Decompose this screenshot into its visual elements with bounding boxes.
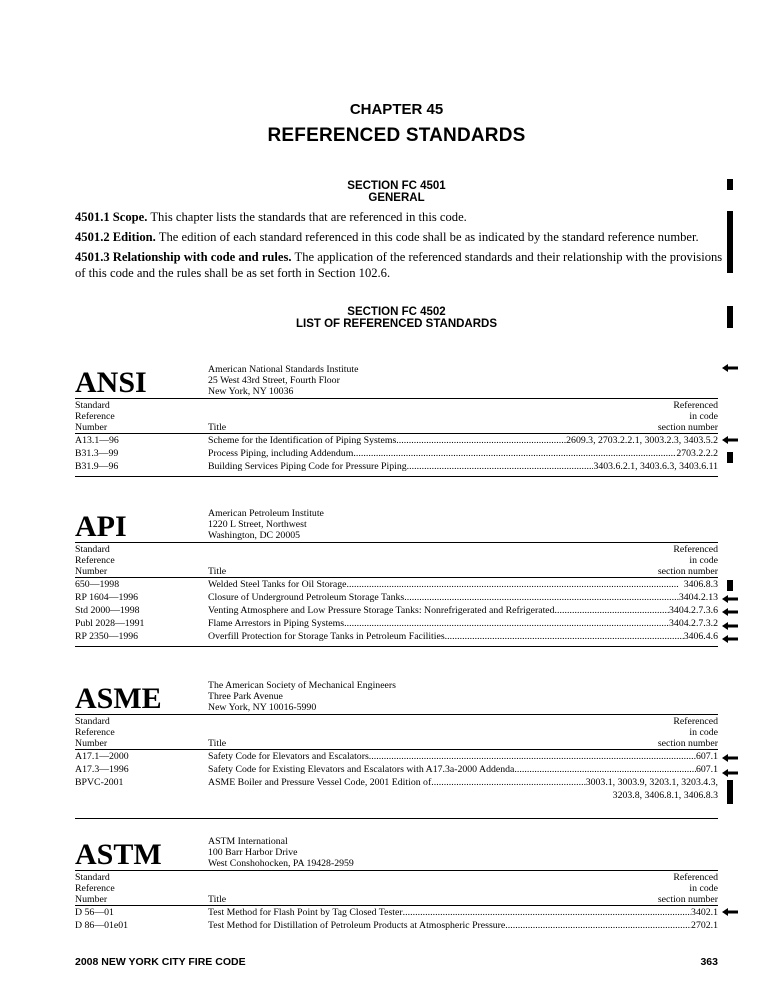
col-title: Title: [208, 422, 227, 433]
paragraph-label: 4501.2 Edition.: [75, 230, 156, 244]
col-referenced: Referenced in code section number: [657, 544, 718, 577]
section-4501-subheading: GENERAL: [368, 192, 425, 204]
paragraph-4501-3: [75, 250, 723, 281]
standard-number: A17.3—1996: [75, 764, 129, 775]
standard-ref: 3003.1, 3003.9, 3203.1, 3203.4.3,: [585, 777, 718, 788]
standard-title: Closure of Underground Petroleum Storage Tanks: [208, 592, 405, 603]
standard-ref: 2702.1: [691, 920, 718, 931]
change-bar: [727, 452, 733, 463]
standard-title: Venting Atmosphere and Low Pressure Storage Tanks: Nonrefrigerated and Refrigerated: [208, 605, 555, 616]
change-bar: [727, 580, 733, 591]
org-address-line: Washington, DC 20005: [208, 530, 301, 541]
standard-number: RP 2350—1996: [75, 631, 139, 642]
standard-title: Safety Code for Existing Elevators and Escalators with A17.3a-2000 Addenda: [208, 764, 515, 775]
col-standard: Standard Reference Number: [75, 716, 115, 749]
org-bottom-rule: [75, 818, 718, 819]
standard-ref: 607.1: [695, 751, 718, 762]
standard-row: [75, 578, 718, 591]
standard-row: [75, 906, 718, 919]
org-address: [208, 836, 354, 869]
standard-title: Process Piping, including Addendum: [208, 448, 354, 459]
org-abbreviation: ASME: [75, 682, 162, 715]
org-address-line: ASTM International: [208, 836, 288, 847]
standard-row: [75, 617, 718, 630]
col-title: Title: [208, 738, 227, 749]
standard-ref: 3402.1: [691, 907, 718, 918]
standard-row: [75, 750, 718, 763]
standard-number: D 86—01e01: [75, 920, 129, 931]
standard-title: Flame Arrestors in Piping Systems: [208, 618, 345, 629]
standard-row: [75, 591, 718, 604]
paragraph-4501-2: [75, 230, 723, 246]
deletion-arrow-icon: [722, 754, 738, 762]
standard-ref: 3406.4.6: [683, 631, 718, 642]
deletion-arrow-icon: [722, 908, 738, 916]
standard-number: RP 1604—1996: [75, 592, 139, 603]
standard-title: Test Method for Distillation of Petroleum Products at Atmospheric Pressure: [208, 920, 506, 931]
standard-number: D 56—01: [75, 907, 114, 918]
standard-title: Scheme for the Identification of Piping Systems: [208, 435, 397, 446]
change-bar: [727, 179, 733, 190]
standard-ref: 3404.2.7.3.2: [669, 618, 718, 629]
standards-list: [75, 434, 718, 473]
standards-list: [75, 906, 718, 932]
org-bottom-rule: [75, 646, 718, 647]
standard-number: B31.9—96: [75, 461, 119, 472]
deletion-arrow-icon: [722, 608, 738, 616]
standard-ref: 2703.2.2.2: [676, 448, 718, 459]
section-4501-heading: SECTION FC 4501: [347, 180, 446, 192]
org-rule: [75, 542, 718, 543]
org-rule: [75, 870, 718, 871]
change-bar: [727, 306, 733, 328]
deletion-arrow-icon: [722, 622, 738, 630]
org-address-line: The American Society of Mechanical Engineers: [208, 680, 396, 691]
section-4502-heading: SECTION FC 4502: [347, 306, 446, 318]
standard-title: Welded Steel Tanks for Oil Storage: [208, 579, 347, 590]
org-rule: [75, 714, 718, 715]
standard-row: [75, 919, 718, 932]
standard-title: Test Method for Flash Point by Tag Closed Tester: [208, 907, 403, 918]
org-address-line: New York, NY 10036: [208, 386, 294, 397]
org-rule: [75, 398, 718, 399]
col-referenced: Referenced in code section number: [657, 716, 718, 749]
standard-number: BPVC-2001: [75, 777, 124, 788]
chapter-title: REFERENCED STANDARDS: [267, 125, 526, 146]
org-address-line: American Petroleum Institute: [208, 508, 324, 519]
standard-row: [75, 630, 718, 643]
deletion-arrow-icon: [722, 769, 738, 777]
paragraph-label: 4501.3 Relationship with code and rules.: [75, 250, 292, 264]
standard-row: [75, 763, 718, 776]
standard-number: A17.1—2000: [75, 751, 129, 762]
standards-list: [75, 750, 718, 802]
col-standard: Standard Reference Number: [75, 872, 115, 905]
col-referenced: Referenced in code section number: [657, 400, 718, 433]
standard-ref-continued: 3203.8, 3406.8.1, 3406.8.3: [612, 790, 718, 801]
section-4502-subheading: LIST OF REFERENCED STANDARDS: [295, 318, 498, 330]
standard-title: ASME Boiler and Pressure Vessel Code, 2001 Edition of: [208, 777, 432, 788]
standard-row: [75, 776, 718, 802]
org-address: [208, 508, 324, 541]
org-address-line: American National Standards Institute: [208, 364, 359, 375]
org-address-line: Three Park Avenue: [208, 691, 283, 702]
org-address-line: 100 Barr Harbor Drive: [208, 847, 298, 858]
org-abbreviation: API: [75, 510, 127, 543]
change-bar: [727, 211, 733, 273]
column-headers: [75, 400, 718, 433]
org-abbreviation: ANSI: [75, 366, 147, 399]
standard-ref: 3406.8.3: [683, 579, 718, 590]
footer-code-name: 2008 NEW YORK CITY FIRE CODE: [75, 956, 246, 968]
standard-number: A13.1—96: [75, 435, 119, 446]
paragraph-text: This chapter lists the standards that are referenced in this code.: [147, 210, 467, 224]
paragraph-text: The edition of each standard referenced in this code shall be as indicated by the standard reference number.: [155, 230, 699, 244]
org-address-line: West Conshohocken, PA 19428-2959: [208, 858, 354, 869]
standard-number: Publ 2028—1991: [75, 618, 145, 629]
col-referenced: Referenced in code section number: [657, 872, 718, 905]
org-address: [208, 680, 396, 713]
paragraph-label: 4501.1 Scope.: [75, 210, 148, 224]
col-standard: Standard Reference Number: [75, 400, 115, 433]
org-bottom-rule: [75, 476, 718, 477]
org-address-line: 25 West 43rd Street, Fourth Floor: [208, 375, 340, 386]
deletion-arrow-icon: [722, 364, 738, 372]
paragraph-text: The application of the referenced standards and their relationship with the provisions of this code and the rules shall be as set forth in Section 102.6.: [75, 250, 723, 280]
standard-row: [75, 447, 718, 460]
col-standard: Standard Reference Number: [75, 544, 115, 577]
col-title: Title: [208, 894, 227, 905]
col-title: Title: [208, 566, 227, 577]
column-headers: [75, 544, 718, 577]
column-headers: [75, 872, 718, 905]
column-headers: [75, 716, 718, 749]
standard-row: [75, 460, 718, 473]
standard-title: Overfill Protection for Storage Tanks in Petroleum Facilities: [208, 631, 445, 642]
deletion-arrow-icon: [722, 635, 738, 643]
change-bar: [727, 780, 733, 804]
org-address-line: 1220 L Street, Northwest: [208, 519, 307, 530]
org-address: [208, 364, 358, 397]
standard-row: [75, 434, 718, 447]
org-abbreviation: ASTM: [75, 838, 162, 871]
standard-ref: 3404.2.13: [678, 592, 718, 603]
standard-ref: 607.1: [695, 764, 718, 775]
standard-number: B31.3—99: [75, 448, 119, 459]
standard-ref: 3404.2.7.3.6: [669, 605, 718, 616]
standard-title: Building Services Piping Code for Pressure Piping: [208, 461, 407, 472]
standard-row: [75, 604, 718, 617]
paragraph-4501-1: [75, 210, 723, 226]
footer-page-number: 363: [700, 956, 718, 968]
standard-ref: 2609.3, 2703.2.2.1, 3003.2.3, 3403.5.2: [566, 435, 718, 446]
standard-number: Std 2000—1998: [75, 605, 140, 616]
standard-ref: 3403.6.2.1, 3403.6.3, 3403.6.11: [593, 461, 718, 472]
standards-list: [75, 578, 718, 643]
standard-number: 650—1998: [75, 579, 120, 590]
chapter-number: CHAPTER 45: [349, 101, 444, 118]
deletion-arrow-icon: [722, 436, 738, 444]
deletion-arrow-icon: [722, 595, 738, 603]
org-address-line: New York, NY 10016-5990: [208, 702, 317, 713]
standard-title: Safety Code for Elevators and Escalators: [208, 751, 369, 762]
